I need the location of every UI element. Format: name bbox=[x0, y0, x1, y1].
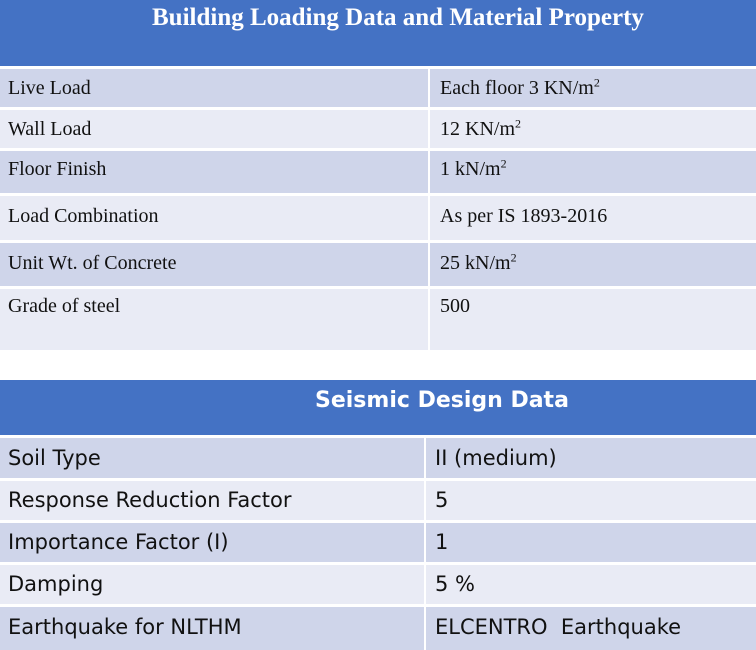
row-value: 5 % bbox=[435, 572, 475, 596]
table-row bbox=[0, 66, 756, 107]
row-label: Wall Load bbox=[0, 110, 430, 148]
table-row bbox=[0, 520, 756, 562]
row-label: Earthquake for NLTHM bbox=[0, 607, 426, 650]
table-row bbox=[0, 435, 756, 478]
row-value: II (medium) bbox=[435, 446, 557, 470]
seismic-table-title: Seismic Design Data bbox=[315, 388, 569, 413]
loading-table-header bbox=[0, 0, 756, 66]
row-value: 1 $kN/m^2$ bbox=[440, 156, 507, 180]
row-label: Damping bbox=[0, 565, 426, 604]
row-label: Live Load bbox=[0, 69, 430, 107]
table-row bbox=[0, 240, 756, 286]
row-value: 12 $KN/m^2$ bbox=[440, 116, 521, 140]
row-label: Floor Finish bbox=[0, 151, 430, 193]
row-value: 1 bbox=[435, 530, 449, 554]
table-row bbox=[0, 148, 756, 193]
table-row bbox=[0, 286, 756, 350]
loading-table-title: Building Loading Data and Material Property bbox=[152, 4, 644, 31]
row-label: Grade of steel bbox=[0, 289, 430, 350]
table-row bbox=[0, 478, 756, 520]
row-value: ELCENTRO Earthquake bbox=[435, 615, 682, 639]
seismic-data-table bbox=[0, 380, 756, 650]
table-row bbox=[0, 604, 756, 650]
seismic-table-header bbox=[0, 380, 756, 435]
row-label: Importance Factor (I) bbox=[0, 523, 426, 562]
row-value: 5 bbox=[435, 488, 449, 512]
row-value: 25 $kN/m^2$ bbox=[440, 250, 517, 274]
row-label: Soil Type bbox=[0, 438, 426, 478]
row-label: Load Combination bbox=[0, 196, 430, 240]
row-label: Response Reduction Factor bbox=[0, 481, 426, 520]
row-value: 500 bbox=[440, 295, 470, 317]
table-row bbox=[0, 193, 756, 240]
row-label: Unit Wt. of Concrete bbox=[0, 243, 430, 286]
table-row bbox=[0, 107, 756, 148]
row-value: Each floor 3 $KN/m^2$ bbox=[440, 75, 600, 99]
table-row bbox=[0, 562, 756, 604]
row-value: As per IS 1893-2016 bbox=[440, 205, 608, 227]
